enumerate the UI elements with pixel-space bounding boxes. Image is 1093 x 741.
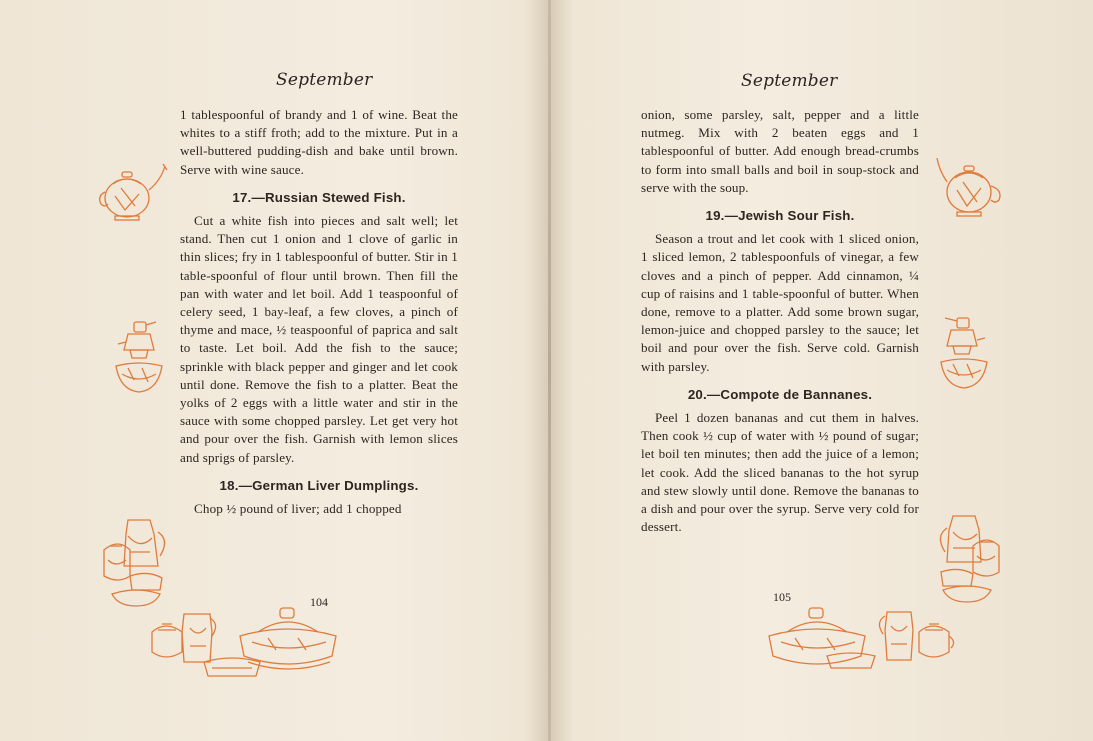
recipe-18-heading: 18.—German Liver Dumplings. [219,477,419,493]
left-page-number: 104 [310,595,328,609]
recipe-20-heading: 20.—Compote de Bannanes. [687,386,873,402]
recipe-19-text: Season a trout and let cook with 1 sliced onion, 1 sliced lemon, 2 tablespoonfuls of vinegar, a few cloves and a pinch of pepper. Add cinnamon, ¼ cup of raisins and 1 table-spoonful of butter. When done, remove to a platter. Add some brown sugar, lemon-juice and chopped parsley to the sauce; let boil and pour over the fish. Serve cold. Garnish with parsley. [641,231,919,374]
recipe-18-text: Chop ½ pound of liver; add 1 chopped [194,501,402,517]
left-intro-paragraph: 1 tablespoonful of brandy and 1 of wine. Beat the whites to a stiff froth; add to the mixture. Put in a well-buttered pudding-dish and bake until brown. Serve with wine sauce. [180,107,458,177]
pitcher-set-icon [100,516,170,611]
recipe-20-text: Peel 1 dozen bananas and cut them in halves. Then cook ½ cup of water with ½ pound of sugar; let boil ten minutes; then add the juice of a lemon; let cook. Add the sliced bananas to the hot syrup and stew slowly until done. Remove the bananas to a dish and pour over the syrup. Serve very cold for dessert. [641,410,919,535]
recipe-19-heading: 19.—Jewish Sour Fish. [705,208,855,224]
crockery-set-icon [765,602,960,674]
right-intro-paragraph: onion, some parsley, salt, pepper and a little nutmeg. Mix with 2 beaten eggs and 1 tablespoonful of butter. Add enough bread-crumbs to form into small balls and boil in soup-stock and serve with the soup. [641,107,919,195]
pitcher-set-icon [933,512,1003,607]
right-running-head: September [741,71,838,91]
right-page-number: 105 [773,590,791,604]
left-running-head: September [276,70,373,90]
recipe-17-heading: 17.—Russian Stewed Fish. [232,189,406,205]
left-body-text [180,106,458,518]
jug-and-bowl-icon [112,320,167,395]
crockery-set-icon [148,602,343,680]
jug-and-bowl-icon [935,316,993,391]
teapot-icon [933,152,1008,218]
right-body-text [641,106,919,536]
teapot-icon [95,160,170,222]
recipe-17-text: Cut a white fish into pieces and salt well; let stand. Then cut 1 onion and 1 clove of garlic in thin slices; fry in 1 tablespoonful of butter. Stir in 1 table-spoonful of flour until brown. Then fill the pan with water and let boil. Add 1 teaspoonful of celery seed, 1 bay-leaf, a few cloves, a pinch of thyme and mace, ½ teaspoonful of paprica and salt to taste. Let boil. Add the fish to the sauce; sprinkle with black pepper and ginger and let cook until done. Remove the fish to a platter. Beat the yolks of 2 eggs with a little water and stir in the sauce with some chopped parsley. Let get very hot and pour over the fish. Garnish with lemon slices and sprigs of parsley. [180,213,458,465]
right-page [551,0,1093,741]
